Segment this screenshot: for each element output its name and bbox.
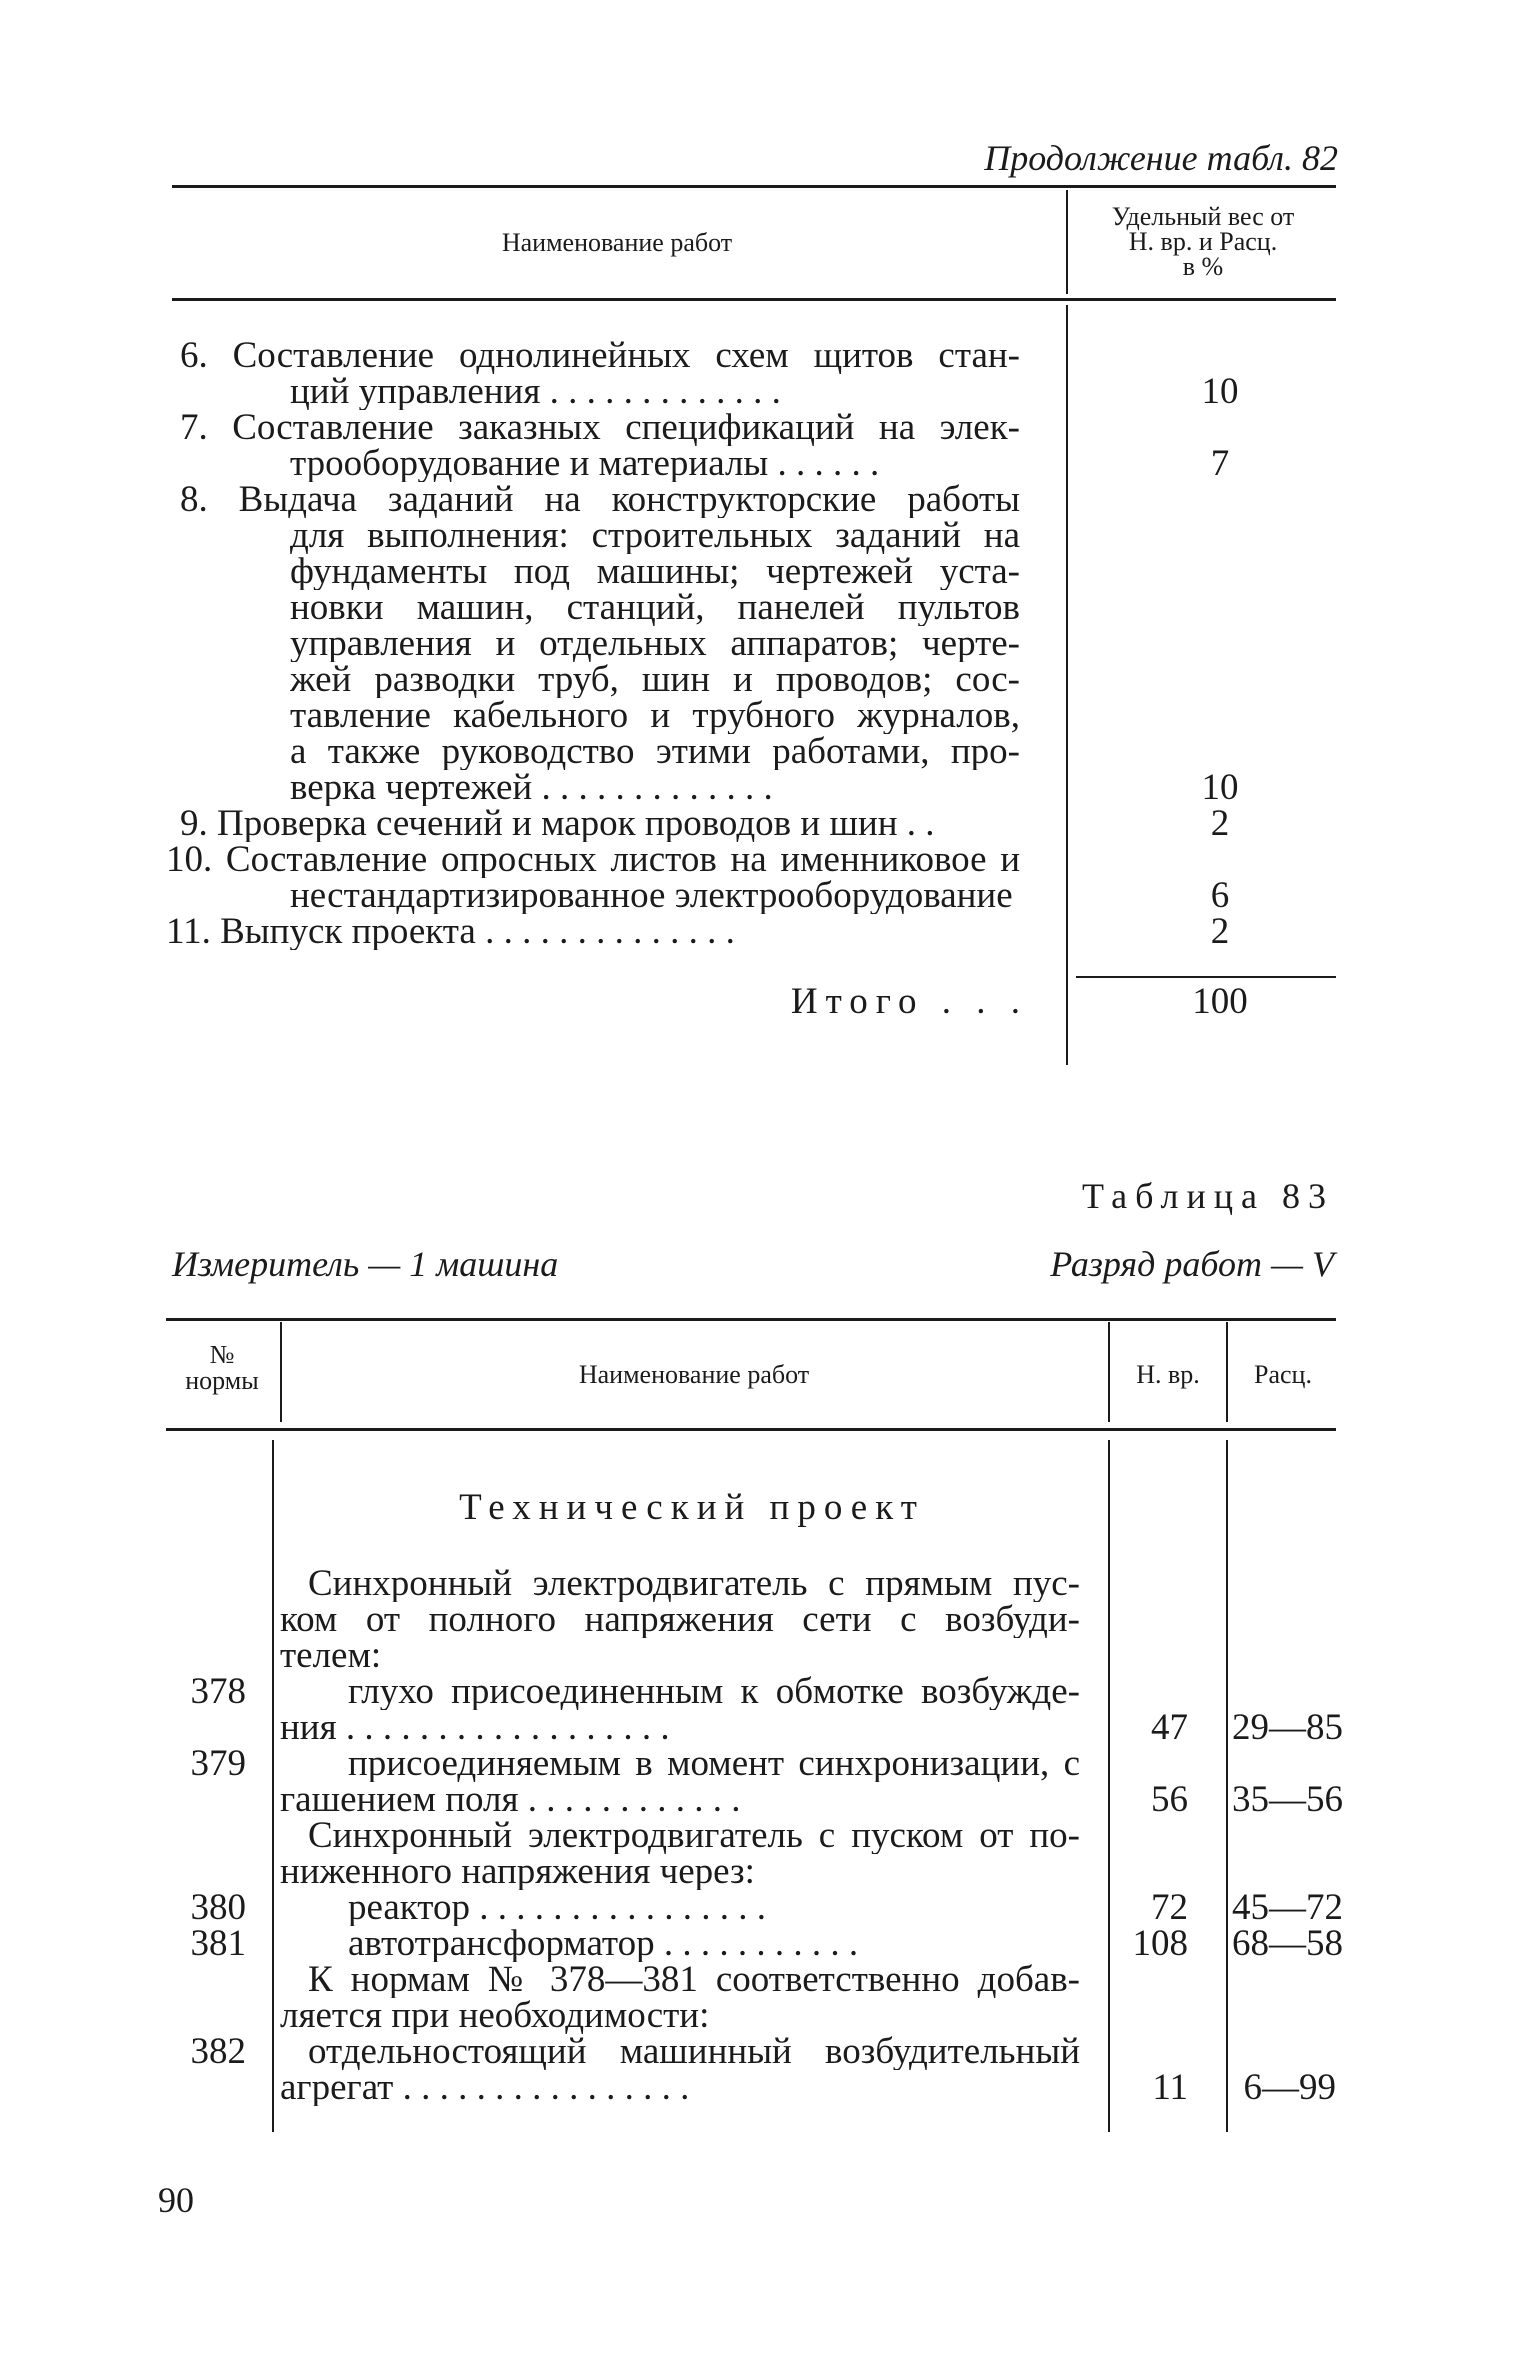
row8-line6: жей разводки труб, шин и проводов; сос- <box>290 662 1020 698</box>
table82-header-rule <box>172 298 1336 301</box>
table83-meter: Измеритель — 1 машина <box>172 1244 559 1284</box>
table83-body-div1 <box>272 1440 274 2132</box>
intro3-line2: ляется при необходимости: <box>280 1998 710 2034</box>
table83-title: Таблица 83 <box>1082 1176 1334 1216</box>
table82-value-6: 10 <box>1201 371 1239 412</box>
norm-no-378: 378 <box>190 1671 246 1712</box>
page-number: 90 <box>158 2180 194 2220</box>
row8-line1: 8. Выдача заданий на конструкторские работы <box>180 482 1020 518</box>
table83-rank: Разряд работ — V <box>1050 1244 1334 1284</box>
row8-line8: а также руководство этими работами, про- <box>290 734 1020 770</box>
hvr-382: 11 <box>1152 2067 1188 2108</box>
norm-no-380: 380 <box>190 1887 246 1928</box>
intro1-line1: Синхронный электродвигатель с прямым пус- <box>308 1566 1080 1602</box>
table83-top-rule <box>166 1318 1336 1321</box>
row6-line1: 6. Составление однолинейных схем щитов стан- <box>180 338 1020 374</box>
table82-total-label: Итого . . . <box>790 981 1028 1022</box>
table83-header-div2 <box>1108 1322 1110 1422</box>
table83-header-no: № нормы <box>185 1340 259 1395</box>
row11-line1: 11. Выпуск проекта . . . . . . . . . . . . . . <box>166 914 735 950</box>
intro2-line2: ниженного напряжения через: <box>280 1854 755 1890</box>
row10-line1: 10. Составление опросных листов на именниковое и <box>166 842 1020 878</box>
table82-header-divider <box>1066 190 1068 294</box>
norm-no-381: 381 <box>190 1923 246 1964</box>
rasc-380: 45—72 <box>1232 1887 1343 1928</box>
row7-line1: 7. Составление заказных спецификаций на элек- <box>180 410 1020 446</box>
table83-body-div3 <box>1226 1440 1228 2132</box>
table83-header-name: Наименование работ <box>578 1360 810 1389</box>
table82-total-value: 100 <box>1192 981 1248 1022</box>
intro2-line1: Синхронный электродвигатель с пуском от по- <box>308 1818 1080 1854</box>
intro3-line1: К нормам № 378—381 соответственно добав- <box>308 1962 1080 1998</box>
table82-value-7: 7 <box>1210 443 1230 484</box>
norm-no-382: 382 <box>190 2031 246 2072</box>
continuation-label: Продолжение табл. 82 <box>984 138 1338 178</box>
rasc-378: 29—85 <box>1232 1707 1343 1748</box>
hvr-380: 72 <box>1151 1887 1188 1928</box>
row380-line1: реактор . . . . . . . . . . . . . . . . <box>348 1890 766 1926</box>
hvr-378: 47 <box>1151 1707 1188 1748</box>
table82-header-weight: Удельный вес от Н. вр. и Расц. в % <box>1111 202 1295 281</box>
row382-line1: отдельностоящий машинный возбудительный <box>308 2034 1080 2070</box>
table82-body-divider <box>1066 305 1068 1065</box>
row378-line1: глухо присоединенным к обмотке возбужде- <box>348 1674 1080 1710</box>
table83-header-rasc: Расц. <box>1254 1360 1312 1389</box>
table83-header-rule <box>166 1428 1336 1431</box>
rasc-382: 6—99 <box>1243 2067 1336 2108</box>
row382-line2: агрегат . . . . . . . . . . . . . . . . <box>280 2070 690 2106</box>
table82-value-11: 2 <box>1210 911 1230 952</box>
table82-value-10: 6 <box>1210 875 1230 916</box>
table82-value-9: 2 <box>1210 803 1230 844</box>
row6-line2: ций управления . . . . . . . . . . . . . <box>290 374 781 410</box>
row8-line7: тавление кабельного и трубного журналов, <box>290 698 1020 734</box>
table82-header-name: Наименование работ <box>501 228 733 257</box>
table83-body-div2 <box>1108 1440 1110 2132</box>
norm-no-379: 379 <box>190 1743 246 1784</box>
intro1-line3: телем: <box>280 1638 382 1674</box>
row8-line4: новки машин, станций, панелей пультов <box>290 590 1020 626</box>
table82-total-rule <box>1076 976 1336 978</box>
row8-line2: для выполнения: строительных заданий на <box>290 518 1020 554</box>
rasc-379: 35—56 <box>1232 1779 1343 1820</box>
row7-line2: трооборудование и материалы . . . . . . <box>290 446 880 482</box>
row381-line1: автотрансформатор . . . . . . . . . . . <box>348 1926 859 1962</box>
table83-header-div3 <box>1226 1322 1228 1422</box>
table83-header-div1 <box>280 1322 282 1422</box>
row8-line3: фундаменты под машины; чертежей уста- <box>290 554 1020 590</box>
row9-line1: 9. Проверка сечений и марок проводов и шин . . <box>180 806 935 842</box>
row8-line9: верка чертежей . . . . . . . . . . . . . <box>290 770 773 806</box>
hvr-379: 56 <box>1151 1779 1188 1820</box>
intro1-line2: ком от полного напряжения сети с возбуди- <box>280 1602 1080 1638</box>
table83-header-hvr: Н. вр. <box>1136 1360 1200 1389</box>
hvr-381: 108 <box>1132 1923 1188 1964</box>
rasc-381: 68—58 <box>1232 1923 1343 1964</box>
table83-section: Технический проект <box>459 1487 925 1528</box>
row379-line2: гашением поля . . . . . . . . . . . . <box>280 1782 741 1818</box>
row10-line2: нестандартизированное электрооборудование <box>290 878 1013 914</box>
table82-value-8: 10 <box>1201 767 1239 808</box>
table82-top-rule <box>172 185 1336 188</box>
row378-line2: ния . . . . . . . . . . . . . . . . . . <box>280 1710 670 1746</box>
row8-line5: управления и отдельных аппаратов; черте- <box>290 626 1020 662</box>
row379-line1: присоединяемым в момент синхронизации, с <box>348 1746 1080 1782</box>
